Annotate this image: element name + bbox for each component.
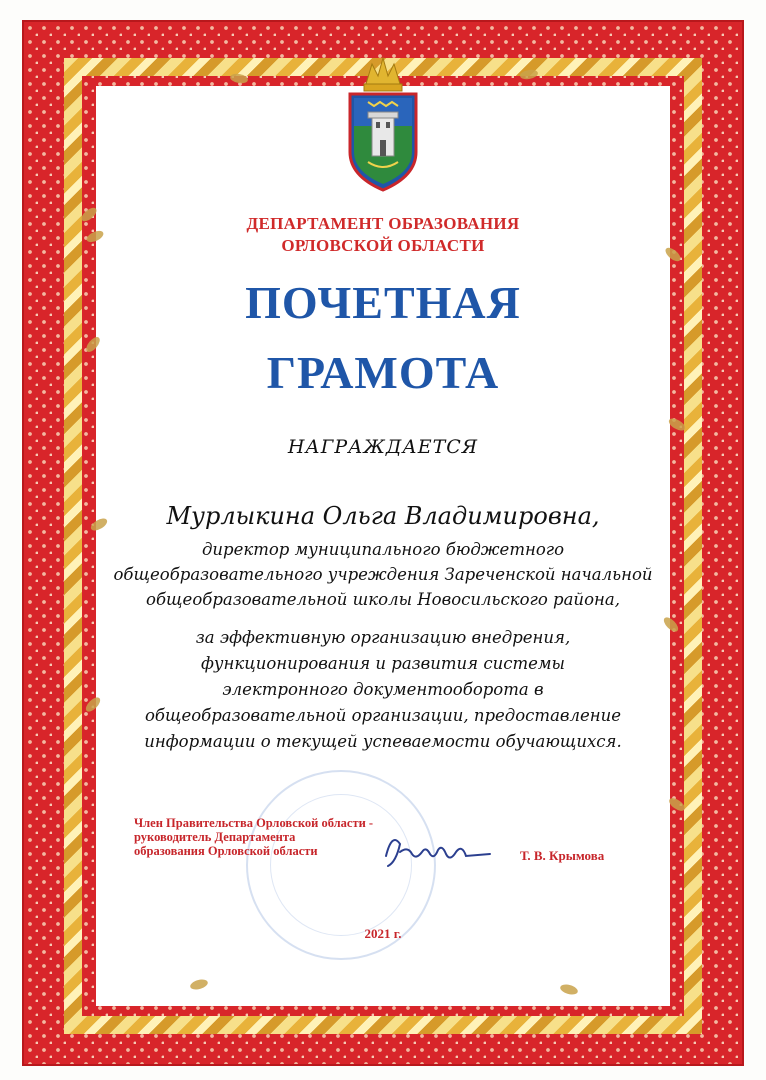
title-line-1: ПОЧЕТНАЯ	[245, 277, 521, 328]
reason-line: электронного документооборота в	[222, 680, 544, 699]
department-line-1: ДЕПАРТАМЕНТ ОБРАЗОВАНИЯ	[246, 214, 520, 233]
handwritten-signature-icon	[378, 826, 498, 876]
awarded-label: НАГРАЖДАЕТСЯ	[287, 436, 479, 458]
reason-line: за эффективную организацию внедрения,	[195, 628, 571, 647]
position-line: общеобразовательного учреждения Зареченской начальной	[113, 565, 653, 584]
orel-oblast-coat-of-arms-icon	[338, 50, 428, 192]
reason-line: информации о текущей успеваемости обучающихся.	[144, 732, 622, 751]
position-line: директор муниципального бюджетного	[201, 540, 565, 559]
reason-line: функционирования и развития системы	[201, 654, 565, 673]
reason-line: общеобразовательной организации, предоставление	[144, 706, 622, 725]
signatory-position-line: руководитель Департамента	[134, 830, 296, 844]
department-line-2: ОРЛОВСКОЙ ОБЛАСТИ	[281, 236, 485, 255]
signatory-name: Т. В. Крымова	[520, 848, 605, 863]
position-line: общеобразовательной школы Новосильского района,	[146, 590, 620, 609]
title-line-2: ГРАМОТА	[266, 347, 500, 398]
recipient-name: Мурлыкина Ольга Владимировна,	[166, 502, 600, 530]
signatory-position-line: образования Орловской области	[134, 844, 318, 858]
signatory-position-line: Член Правительства Орловской области -	[134, 816, 374, 830]
certificate-year: 2021 г.	[364, 926, 402, 941]
